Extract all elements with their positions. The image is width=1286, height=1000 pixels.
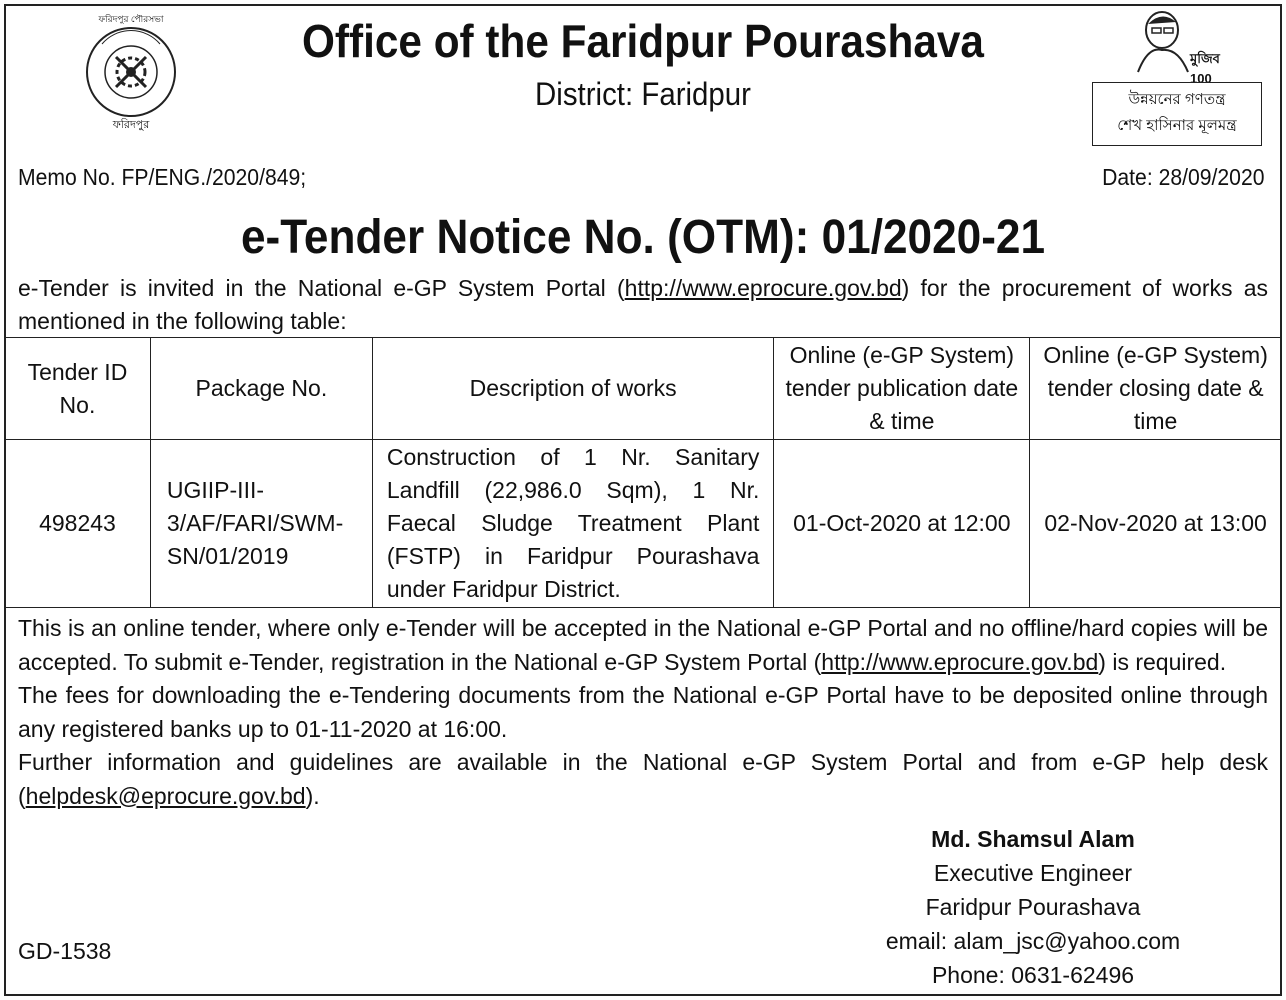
header-closing: Online (e-GP System) tender closing date & time <box>1030 338 1282 440</box>
helpdesk-email-link[interactable]: helpdesk@eprocure.gov.bd <box>25 782 306 809</box>
seal-top-text: ফরিদপুর পৌরসভা <box>98 14 164 24</box>
instruction-online <box>18 612 1268 679</box>
notice-title: e-Tender Notice No. (OTM): 01/2020-21 <box>240 211 1046 264</box>
header-description: Description of works <box>372 338 774 440</box>
table-row <box>5 440 1282 608</box>
eprocure-link[interactable]: http://www.eprocure.gov.bd <box>624 275 902 301</box>
notice-date: Date: 28/09/2020 <box>1101 164 1264 190</box>
slogan-line-2: শেখ হাসিনার মূলমন্ত্র <box>1117 117 1237 134</box>
instruction-online-text: This is an online tender, where only e-Tender will be accepted in the National e-GP Portal and no offline/hard copies will be accepted. To submit e-Tender, registration in the National e-GP System Portal ( <box>18 615 1268 675</box>
instruction-helpdesk <box>18 746 1268 813</box>
instructions <box>18 612 1268 813</box>
signatory-office: Faridpur Pourashava <box>925 894 1141 920</box>
slogan-box <box>1092 82 1262 146</box>
instruction-fees: The fees for downloading the e-Tendering documents from the National e-GP Portal have to be deposited online through any registered banks up to 01-11-2020 at 16:00. <box>18 682 1268 742</box>
signatory-phone: Phone: 0631-62496 <box>931 962 1135 988</box>
mujib-100-logo-icon <box>1128 8 1228 86</box>
header-tender-id: Tender ID No. <box>5 338 151 440</box>
gd-number: GD-1538 <box>18 938 112 964</box>
instruction-helpdesk-end: ). <box>305 782 320 809</box>
portrait-logo-text: মুজিব 100 <box>1190 51 1220 86</box>
memo-number: Memo No. FP/ENG./2020/849; <box>18 164 307 190</box>
cell-tender-id: 498243 <box>5 440 151 608</box>
signature-block <box>860 822 1206 992</box>
cell-closing: 02-Nov-2020 at 13:00 <box>1030 440 1282 608</box>
instruction-helpdesk-text: Further information and guidelines are available in the National e-GP System Portal and from e-GP help desk ( <box>18 749 1268 809</box>
seal-bottom-text: ফরিদপুর <box>112 119 150 131</box>
instruction-online-end: ) is required. <box>1098 648 1227 675</box>
signatory-email: email: alam_jsc@yahoo.com <box>885 928 1181 954</box>
intro-text-after: ) for the procurement of works as mentioned in the following table: <box>18 275 1268 334</box>
table-header-row <box>5 338 1282 440</box>
slogan-line-1: উন্নয়নের গণতন্ত্র <box>1128 91 1226 108</box>
signatory-name: Md. Shamsul Alam <box>931 826 1135 852</box>
intro-text-before: e-Tender is invited in the National e-GP System Portal ( <box>18 275 625 301</box>
cell-publication: 01-Oct-2020 at 12:00 <box>774 440 1030 608</box>
header-publication: Online (e-GP System) tender publication date & time <box>774 338 1030 440</box>
intro-paragraph <box>18 272 1268 338</box>
header-package: Package No. <box>150 338 372 440</box>
eprocure-link-2[interactable]: http://www.eprocure.gov.bd <box>821 648 1099 675</box>
office-title: Office of the Faridpur Pourashava <box>302 15 984 67</box>
cell-description: Construction of 1 Nr. Sanitary Landfill (22,986.0 Sqm), 1 Nr. Faecal Sludge Treatment Plant (FSTP) in Faridpur Pourashava under Faridpur District. <box>372 440 774 608</box>
cell-package: UGIIP-III-3/AF/FARI/SWM-SN/01/2019 <box>150 440 372 608</box>
tender-table <box>4 337 1282 608</box>
signatory-designation: Executive Engineer <box>933 860 1133 886</box>
district-subtitle: District: Faridpur <box>535 76 751 112</box>
